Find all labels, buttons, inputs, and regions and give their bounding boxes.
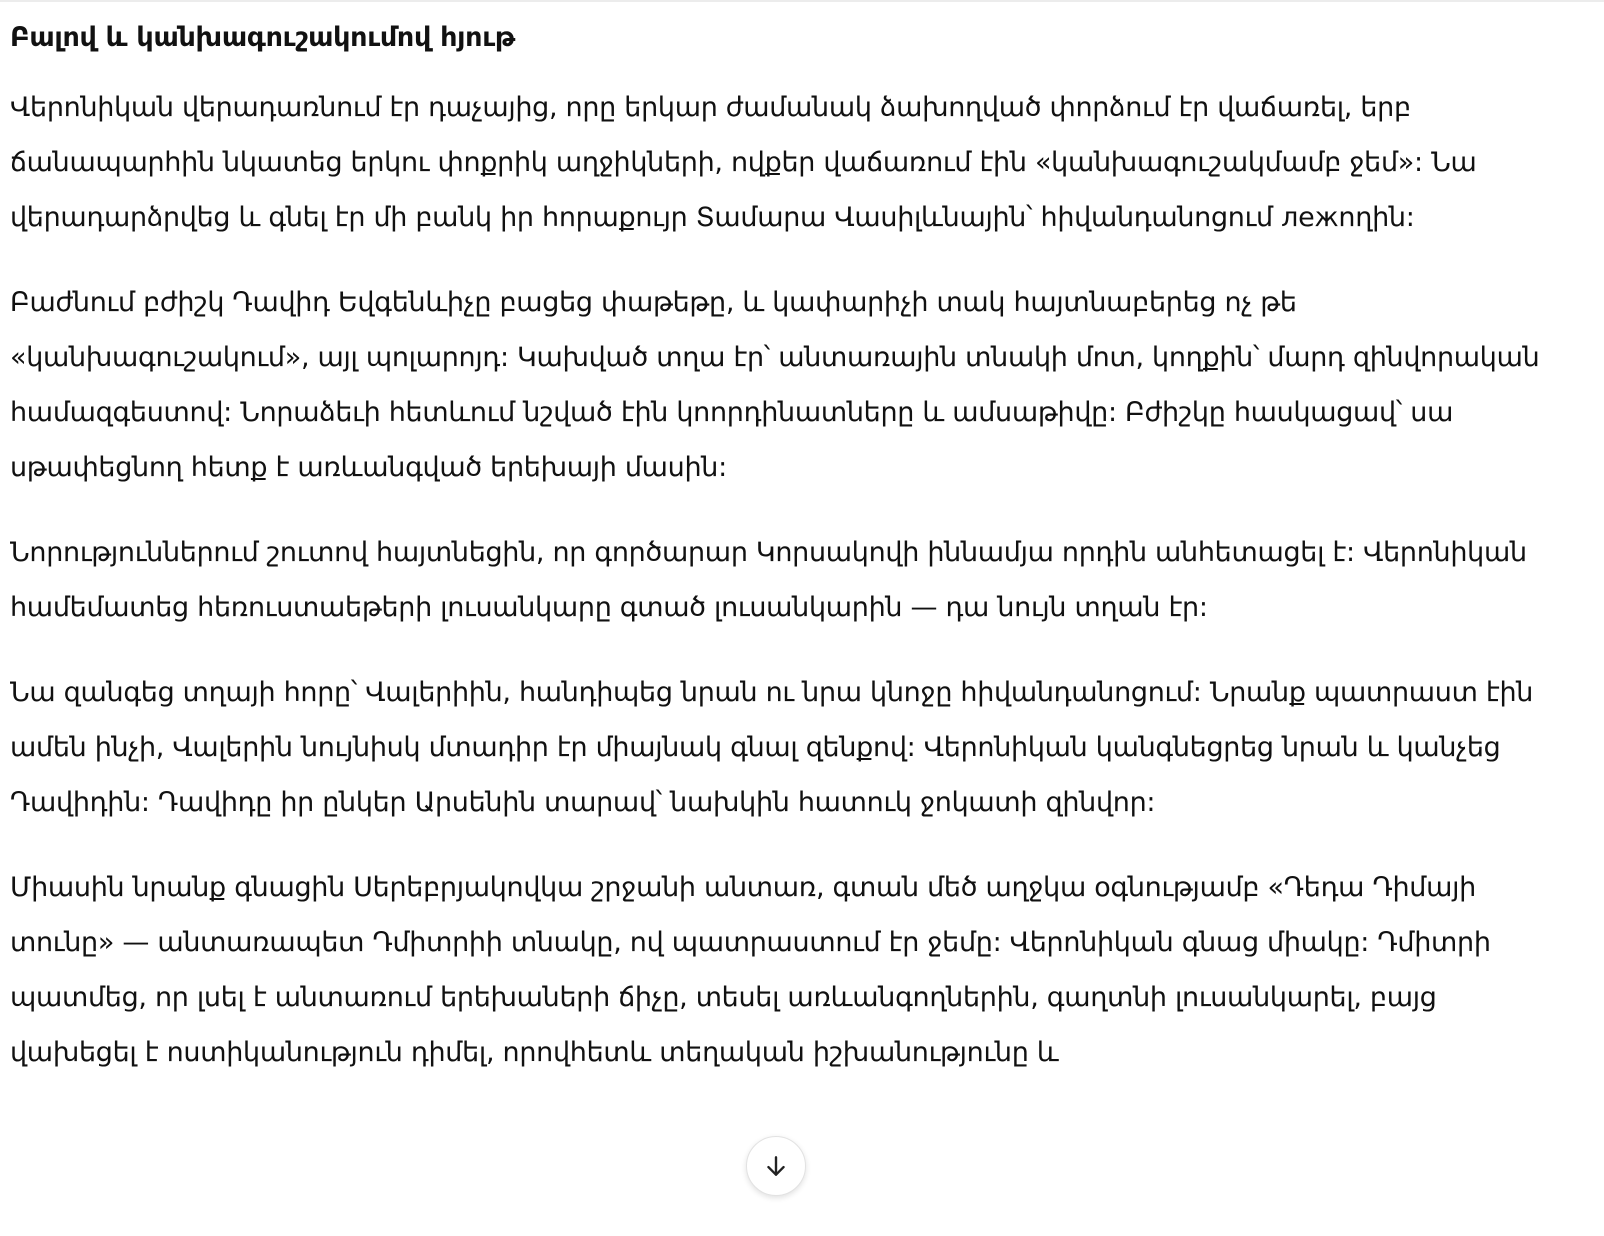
article-paragraph: Բաժնում բժիշկ Դավիդ Եվգենևիչը բացեց փաթեթը, և կափարիչի տակ հայտնաբերեց ոչ թե «կանխագուշակում», այլ պոլարոյդ: Կախված տղա էր՝ անտառային տնակի մոտ, կողքին՝ մարդ զինվորական համազգեստով: Նորաձեւի հետևում նշված էին կոորդինատները և ամսաթիվը: Բժիշկը հասկացավ՝ սա սթափեցնող հետք է առևանգված երեխայի մասին: <box>10 287 1540 483</box>
arrow-down-icon <box>763 1153 789 1179</box>
article-content <box>10 16 1570 1110</box>
article-paragraph: Վերոնիկան վերադառնում էր դաչայից, որը երկար ժամանակ ձախողված փորձում էր վաճառել, երբ ճանապարհին նկատեց երկու փոքրիկ աղջիկների, ովքեր վաճառում էին «կանխագուշակմամբ ջեմ»: Նա վերադարձրվեց և գնել էր մի բանկ իր հորաքույր Տամարա Վասիլևնային՝ հիվանդանոցում лежողին: <box>10 92 1477 233</box>
top-divider <box>0 0 1604 2</box>
scroll-to-bottom-button[interactable] <box>746 1136 806 1196</box>
article-paragraph: Նորություններում շուտով հայտնեցին, որ գործարար Կորսակովի իննամյա որդին անհետացել է: Վերոնիկան համեմատեց հեռուստաեթերի լուսանկարը գտած լուսանկարին — դա նույն տղան էր: <box>10 537 1527 623</box>
article-title: Բալով և կանխագուշակումով հյութ <box>10 22 515 53</box>
article-paragraph: Միասին նրանք գնացին Սերեբրյակովկա շրջանի անտառ, գտան մեծ աղջկա օգնությամբ «Դեդա Դիմայի տունը» — անտառապետ Դմիտրիի տնակը, ով պատրաստում էր ջեմը: Վերոնիկան գնաց միակը: Դմիտրի պատմեց, որ լսել է անտառում երեխաների ճիչը, տեսել առևանգողներին, գաղտնի լուսանկարել, բայց վախեցել է ոստիկանություն դիմել, որովհետև տեղական իշխանությունը և <box>10 872 1491 1068</box>
article-paragraph: Նա զանգեց տղայի հորը՝ Վալերիին, հանդիպեց նրան ու նրա կնոջը հիվանդանոցում: Նրանք պատրաստ էին ամեն ինչի, Վալերին նույնիսկ մտադիր էր միայնակ գնալ զենքով: Վերոնիկան կանգնեցրեց նրան և կանչեց Դավիդին: Դավիդը իր ընկեր Արսենին տարավ՝ նախկին հատուկ ջոկատի զինվոր: <box>10 677 1534 818</box>
